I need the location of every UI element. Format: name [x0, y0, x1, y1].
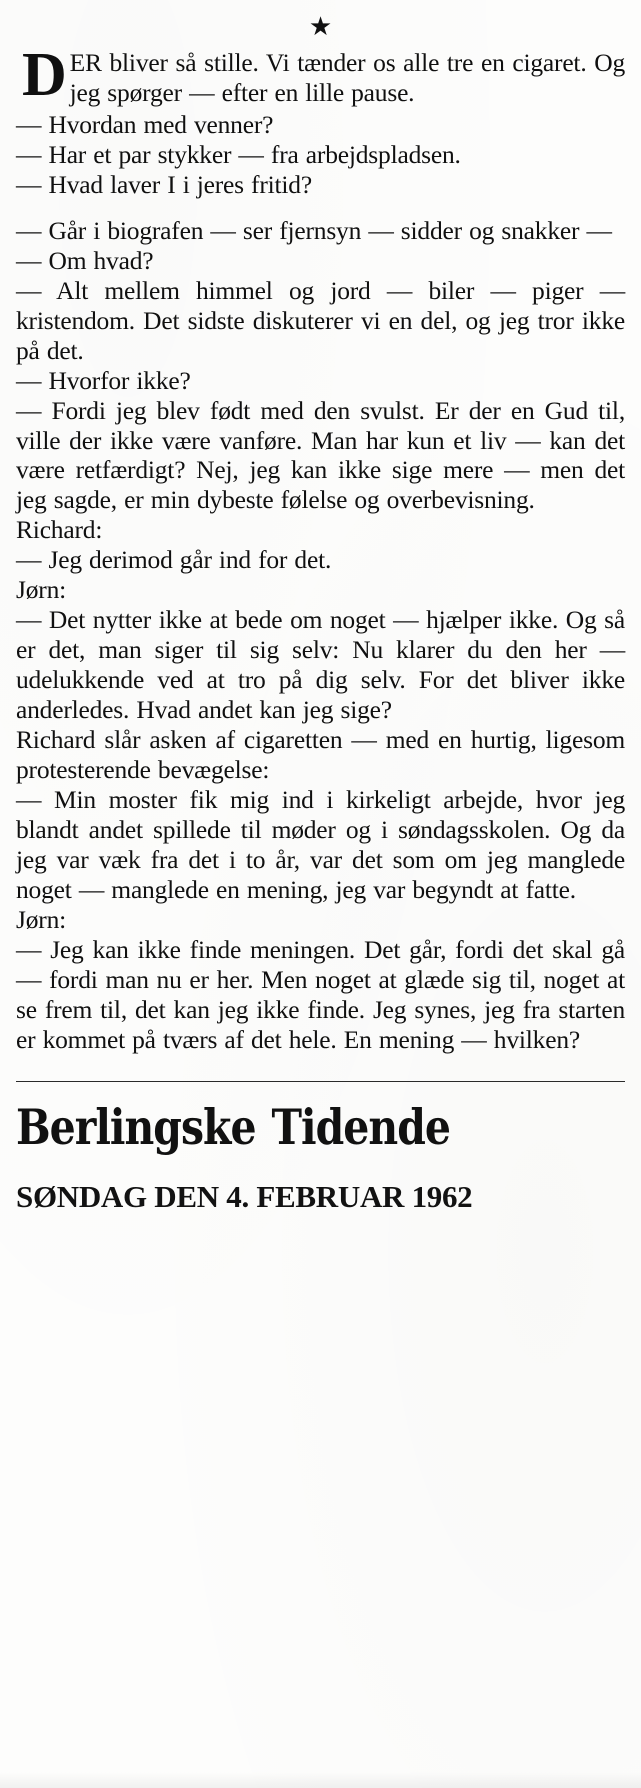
- speaker-label: Jørn:: [16, 904, 67, 934]
- article-body: [16, 41, 625, 1055]
- article-paragraph: — Hvordan med venner?: [16, 110, 274, 139]
- ornament-star: ★: [308, 12, 333, 41]
- speaker-label: Richard:: [16, 515, 103, 545]
- article-paragraph: — Har et par stykker — fra arbejdspladsen.: [16, 139, 461, 169]
- dateline: SØNDAG DEN 4. FEBRUAR 1962: [16, 1178, 473, 1214]
- paragraph-spacer: [16, 200, 625, 216]
- article-paragraph: — Fordi jeg blev født med den svulst. Er der en Gud til, ville der ikke være vanføre. Man har kun et liv — kan det være retfærdigt? Nej, jeg kan ikke sige mere — men det jeg sagde, er min dybeste følelse og overbevisning.: [16, 395, 625, 515]
- speaker-label: Jørn:: [16, 575, 67, 605]
- article-paragraph: Richard slår asken af cigaretten — med en hurtig, ligesom protesterende bevægelse:: [16, 725, 625, 785]
- article-paragraph: — Jeg kan ikke finde meningen. Det går, fordi det skal gå — fordi man nu er her. Men noget at glæde sig til, noget at se frem til, det kan jeg ikke finde. Jeg synes, jeg fra starten er kommet på tværs af det hele. En mening — hvilken?: [16, 934, 625, 1054]
- page-edge-shading: [0, 1772, 641, 1788]
- article-paragraph: — Jeg derimod går ind for det.: [16, 545, 332, 575]
- article-paragraph: — Min moster fik mig ind i kirkeligt arbejde, hvor jeg blandt andet spillede til møder og i søndagsskolen. Og da jeg var væk fra det i to år, var det som om jeg manglede noget — manglede en mening, jeg var begyndt at fatte.: [16, 784, 625, 904]
- article-paragraph: — Om hvad?: [16, 245, 154, 275]
- masthead-word-1: Berlingske: [16, 1098, 256, 1156]
- drop-cap: D: [22, 41, 67, 109]
- article-paragraph: — Hvad laver I i jeres fritid?: [16, 169, 312, 199]
- article-paragraph: — Det nytter ikke at bede om noget — hjælper ikke. Og så er det, man siger til sig selv: Nu klarer du den her — udelukkende ved at tro på dig selv. For det bliver ikke anderledes. Hvad andet kan jeg sige?: [16, 605, 625, 725]
- paragraph-text: ER bliver så stille. Vi tænder os alle tre en cigaret. Og jeg spørger — efter en lille pause.: [69, 48, 625, 107]
- article-paragraph: — Går i biografen — ser fjernsyn — sidder og snakker —: [16, 215, 612, 245]
- newspaper-masthead: [16, 1098, 625, 1156]
- horizontal-rule: [16, 1081, 625, 1082]
- masthead-word-2: Tidende: [271, 1098, 450, 1156]
- article-paragraph: — Alt mellem himmel og jord — biler — piger — kristendom. Det sidste diskuterer vi en del, og jeg tror ikke på det.: [16, 275, 625, 365]
- article-paragraph: — Hvorfor ikke?: [16, 365, 191, 395]
- article-paragraph: [16, 41, 625, 110]
